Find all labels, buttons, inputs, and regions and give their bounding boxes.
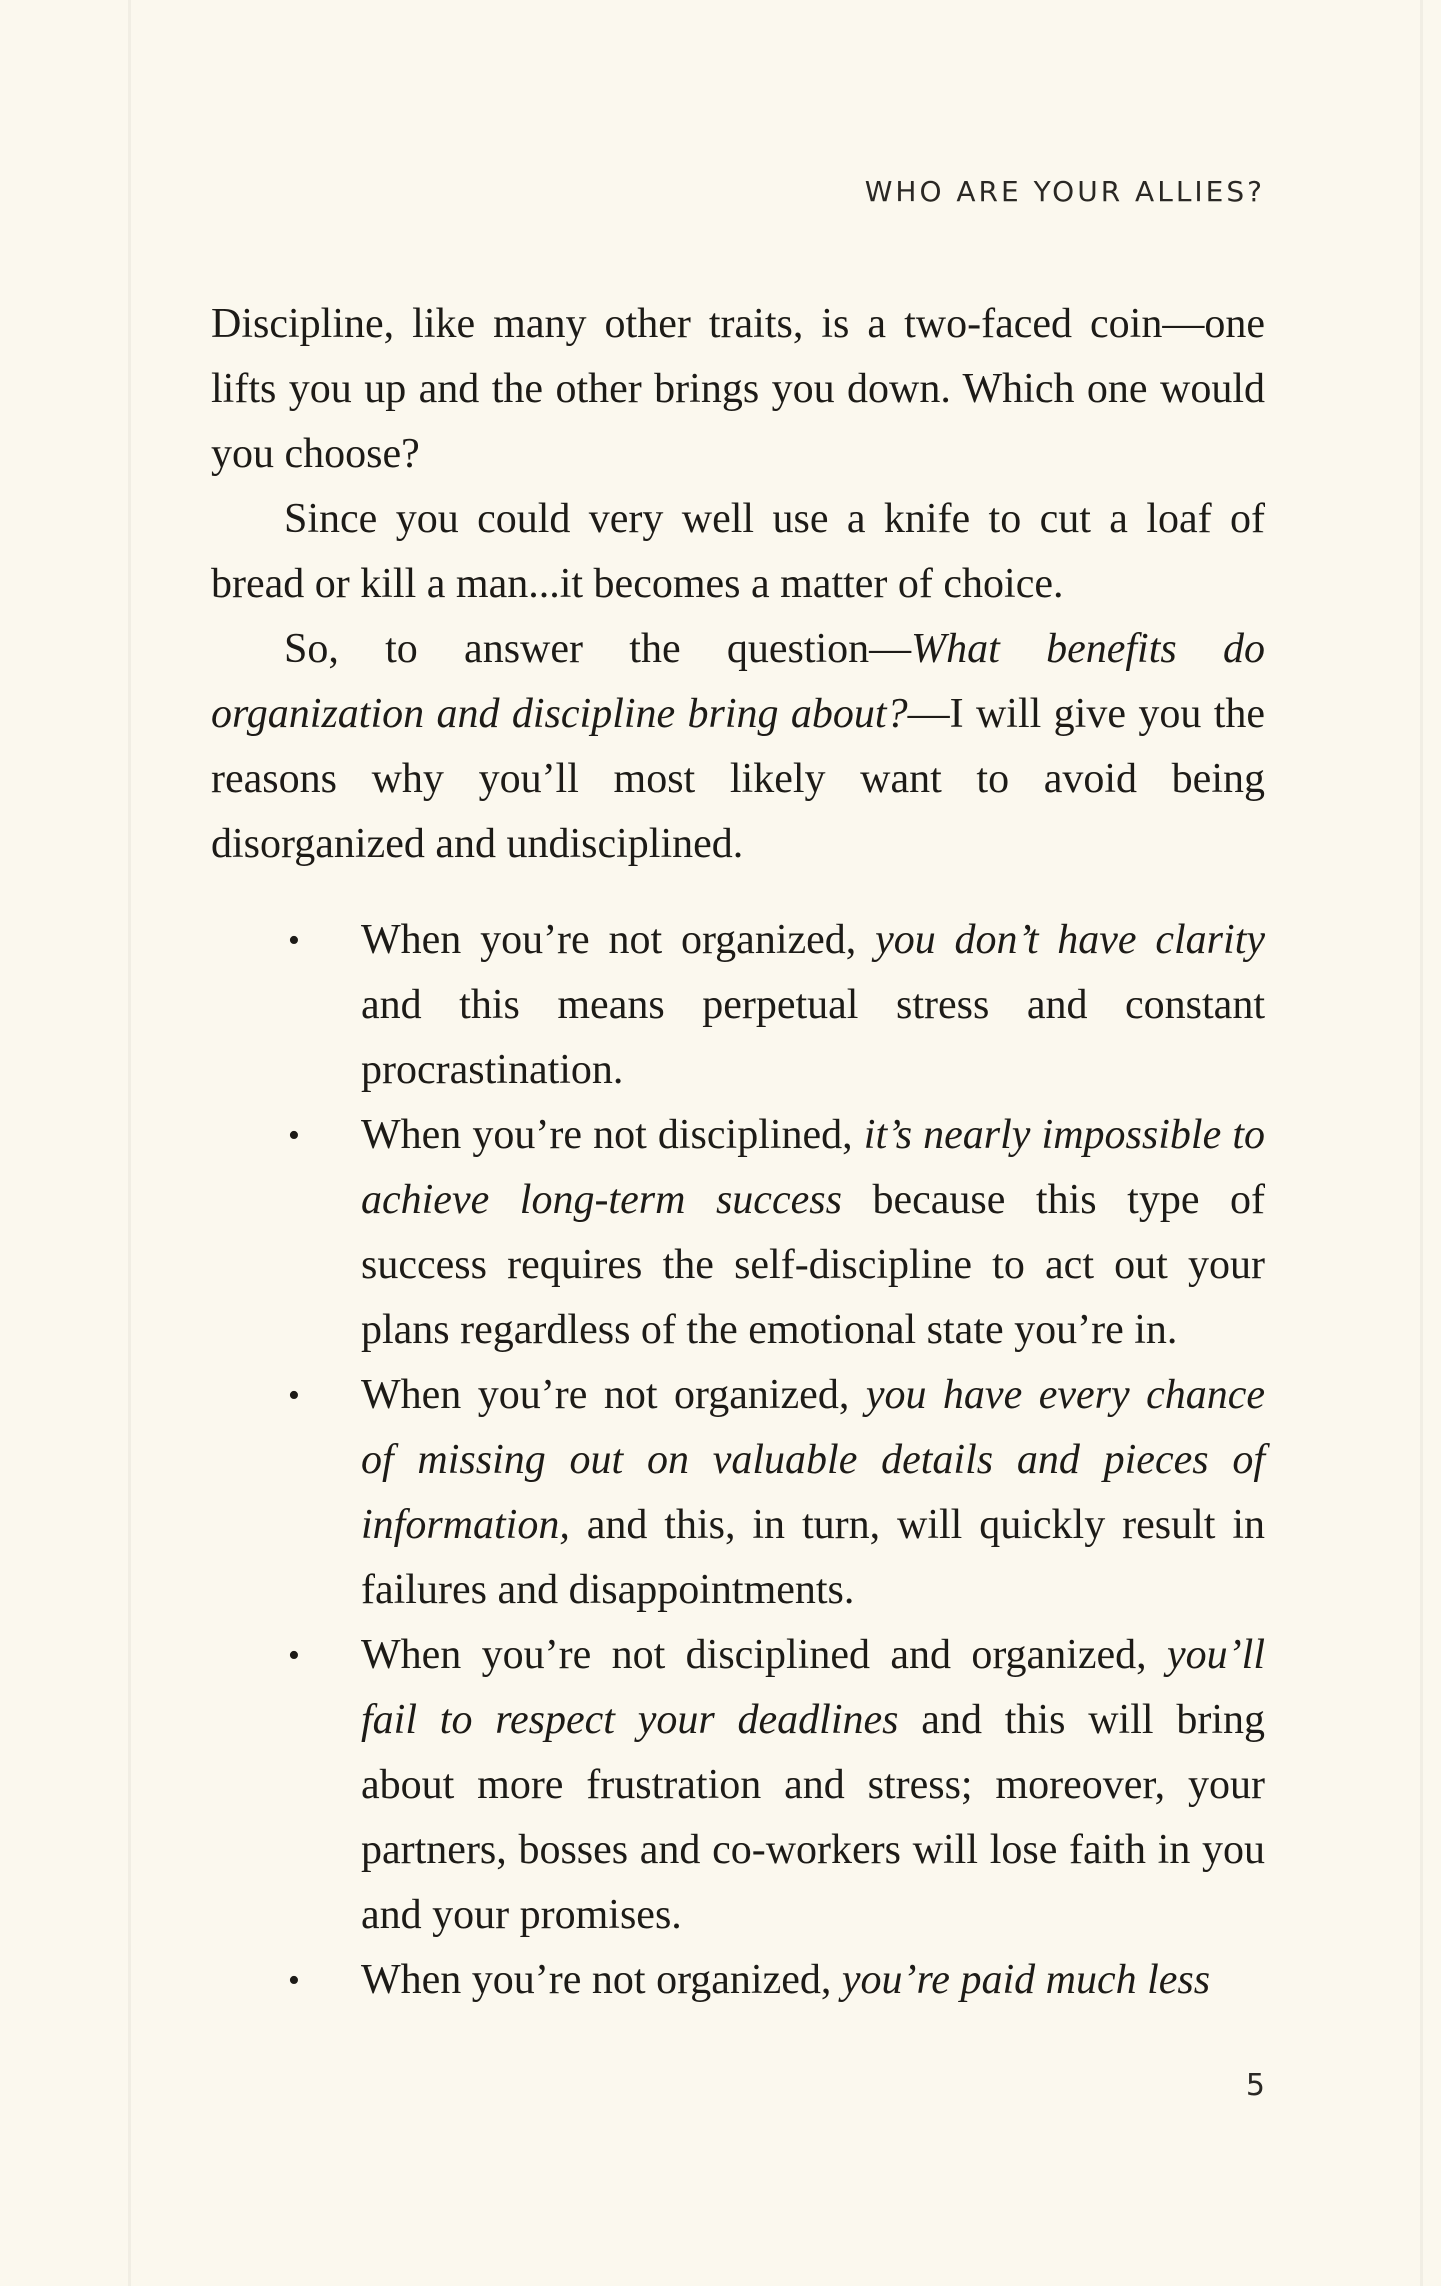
bullet-text: and this, in turn, will quickly result in failures and disappointments. bbox=[361, 1502, 1265, 1613]
emphasis-text: you’re paid much less bbox=[841, 1957, 1211, 2003]
bullet-item bbox=[211, 1948, 1265, 2013]
bullet-list bbox=[211, 908, 1265, 2013]
bullet-item bbox=[211, 1363, 1265, 1623]
paragraph-text: —I will give you the reasons why you’ll most likely want to avoid being disorganized and undisciplined. bbox=[211, 691, 1265, 867]
paragraph-knife-choice: Since you could very well use a knife to cut a loaf of bread or kill a man...it becomes a matter of choice. bbox=[211, 496, 1265, 607]
emphasis-text: What benefits do organization and discipline bring about? bbox=[211, 626, 1265, 737]
emphasis-text: you’ll fail to respect your deadlines bbox=[361, 1632, 1265, 1743]
bullet-icon: • bbox=[288, 1637, 300, 1674]
bullet-text: When you’re not disciplined and organized, bbox=[361, 1632, 1168, 1678]
page-edge-left bbox=[128, 0, 131, 2286]
bullet-item bbox=[211, 1103, 1265, 1363]
bullet-item bbox=[211, 1623, 1265, 1948]
emphasis-text: you have every chance of missing out on valuable details and pieces of information, bbox=[361, 1372, 1266, 1548]
bullet-icon: • bbox=[288, 1377, 300, 1414]
bullet-text: When you’re not organized, bbox=[361, 1372, 866, 1418]
page-body bbox=[211, 292, 1265, 2013]
bullet-text: When you’re not organized, bbox=[361, 917, 876, 963]
paragraph-discipline-coin: Discipline, like many other traits, is a two-faced coin—one lifts you up and the other brings you down. Which one would you choose? bbox=[211, 301, 1265, 477]
paragraph-question-benefits bbox=[211, 617, 1265, 877]
emphasis-text: it’s nearly impossible to achieve long-term success bbox=[361, 1112, 1266, 1223]
paragraph-text: So, to answer the question— bbox=[284, 626, 912, 672]
bullet-item bbox=[211, 908, 1265, 1103]
page-number: 5 bbox=[1245, 2068, 1265, 2103]
emphasis-text: you don’t have clarity bbox=[875, 917, 1265, 963]
page-edge-right bbox=[1420, 0, 1423, 2286]
bullet-icon: • bbox=[288, 1962, 300, 1999]
bullet-text: and this means perpetual stress and constant procrastination. bbox=[361, 982, 1265, 1093]
bullet-text: When you’re not disciplined, bbox=[361, 1112, 864, 1158]
bullet-icon: • bbox=[288, 922, 300, 959]
bullet-text: When you’re not organized, bbox=[361, 1957, 842, 2003]
bullet-text: because this type of success requires the self-discipline to act out your plans regardless of the emotional state you’re in. bbox=[361, 1177, 1266, 1353]
running-header: WHO ARE YOUR ALLIES? bbox=[864, 175, 1265, 208]
bullet-text: and this will bring about more frustration and stress; moreover, your partners, bosses and co-workers will lose faith in you and your promises. bbox=[361, 1697, 1265, 1938]
bullet-icon: • bbox=[288, 1117, 300, 1154]
